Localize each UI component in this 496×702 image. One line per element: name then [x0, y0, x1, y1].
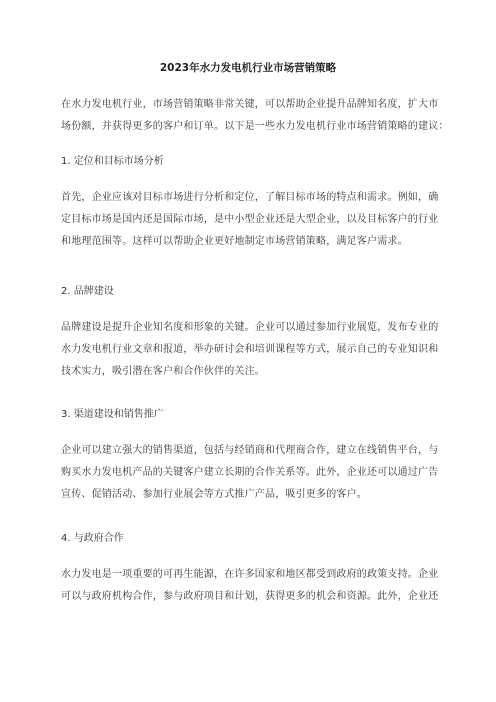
section-paragraph-1: [61, 187, 437, 253]
section-heading-3: 3. 渠道建设和销售推广: [61, 409, 164, 420]
paragraph-line: 购买水力发电机产品的关键客户建立长期的合作关系等。此外，企业还可以通过广告: [61, 467, 439, 478]
section-paragraph-2: [61, 317, 437, 383]
section-paragraph-4: [61, 564, 437, 608]
paragraph-line: 定目标市场是国内还是国际市场，是中小型企业还是大型企业，以及目标客户的行业: [61, 214, 439, 225]
intro-line: 场份额，并获得更多的客户和订单。以下是一些水力发电机行业市场营销策略的建议：: [61, 121, 449, 132]
paragraph-line: 企业可以建立强大的销售渠道，包括与经销商和代理商合作，建立在线销售平台，与: [61, 445, 439, 456]
paragraph-line: 水力发电机行业文章和报道，举办研讨会和培训课程等方式，展示自己的专业知识和: [61, 344, 439, 355]
section-heading-2: 2. 品牌建设: [61, 286, 114, 297]
section-paragraph-3: [61, 440, 437, 506]
intro-line: 在水力发电机行业，市场营销策略非常关键，可以帮助企业提升品牌知名度，扩大市: [61, 99, 439, 110]
section-heading-1: 1. 定位和目标市场分析: [61, 156, 164, 167]
paragraph-line: 品牌建设是提升企业知名度和形象的关键。企业可以通过参加行业展览，发布专业的: [61, 322, 439, 333]
document-title: 2023年水力发电机行业市场营销策略: [159, 62, 337, 74]
section-heading-4: 4. 与政府合作: [61, 533, 124, 544]
paragraph-line: 水力发电是一项重要的可再生能源，在许多国家和地区都受到政府的政策支持。企业: [61, 569, 439, 580]
paragraph-line: 可以与政府机构合作，参与政府项目和计划，获得更多的机会和资源。此外，企业还: [61, 591, 439, 602]
intro-paragraph: [61, 94, 449, 138]
paragraph-line: 技术实力，吸引潜在客户和合作伙伴的关注。: [61, 366, 265, 377]
paragraph-line: 宣传、促销活动、参加行业展会等方式推广产品，吸引更多的客户。: [61, 489, 367, 500]
paragraph-line: 和地理范围等。这样可以帮助企业更好地制定市场营销策略，满足客户需求。: [61, 236, 408, 247]
paragraph-line: 首先，企业应该对目标市场进行分析和定位，了解目标市场的特点和需求。例如，确: [61, 192, 439, 203]
